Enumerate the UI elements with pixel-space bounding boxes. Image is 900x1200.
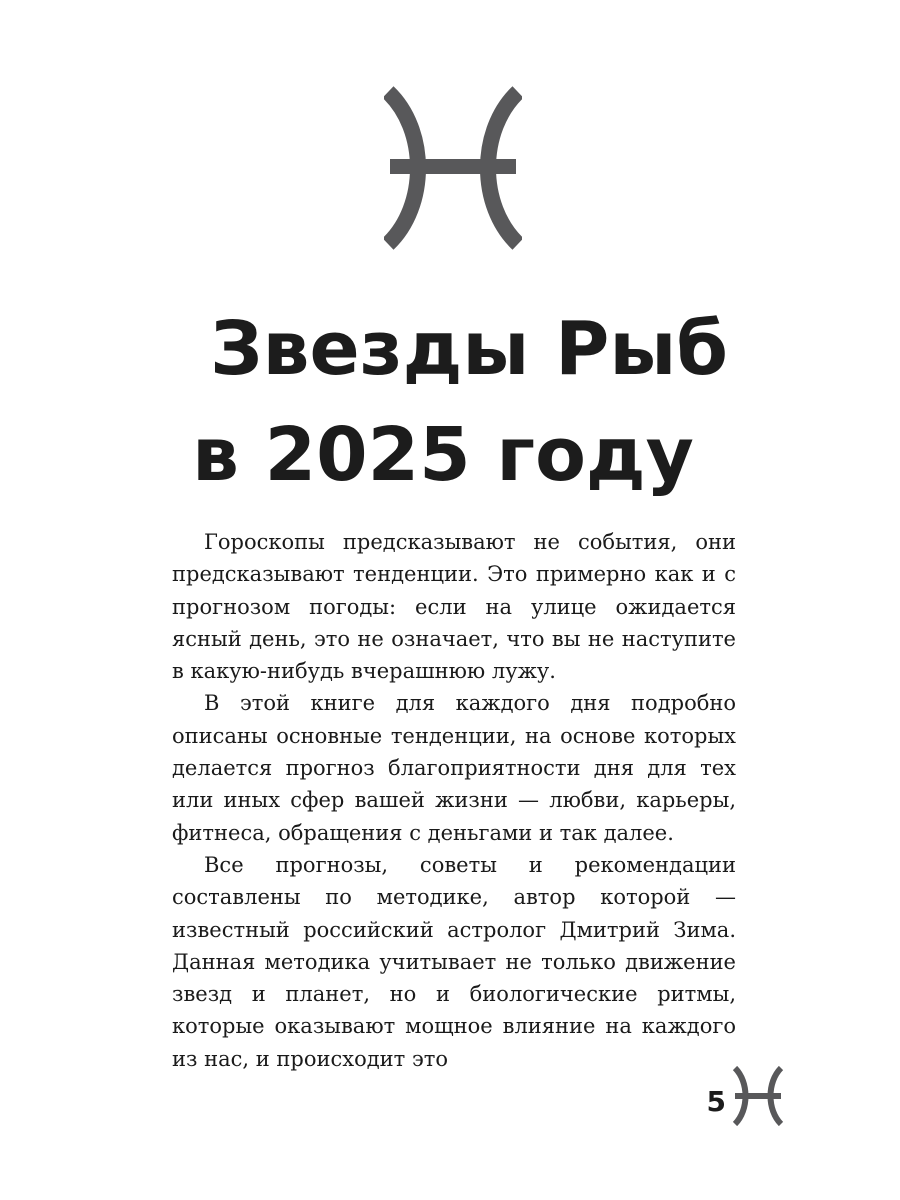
paragraph-2: В этой книге для каждого дня подробно описаны основные тенденции, на основе которых делается прогноз благоприятности дня для тех или иных сфер вашей жизни — любви, карьеры, фитнеса, обращения с деньгами и так далее. (172, 691, 736, 845)
body-text (172, 526, 736, 1075)
title-line-1: Звезды Рыб (210, 306, 728, 392)
page-footer (707, 1066, 784, 1126)
title-line-2: в 2025 году (192, 412, 694, 498)
paragraph-1: Гороскопы предсказывают не события, они предсказывают тенденции. Это примерно как и с прогнозом погоды: если на улице ожидается ясный день, это не означает, что вы не наступите в какую-нибудь вчерашнюю лужу. (172, 530, 736, 684)
pisces-icon (384, 86, 522, 250)
paragraph-3: Все прогнозы, советы и рекомендации составлены по методике, автор которой — известный российский астролог Дмитрий Зима. Данная методика учитывает не только движение звезд и планет, но и биологические ритмы, которые оказывают мощное влияние на каждого из нас, и происходит это (172, 852, 736, 1071)
page-number: 5 (706, 1084, 726, 1118)
pisces-icon (732, 1066, 784, 1126)
page-title (0, 296, 900, 508)
